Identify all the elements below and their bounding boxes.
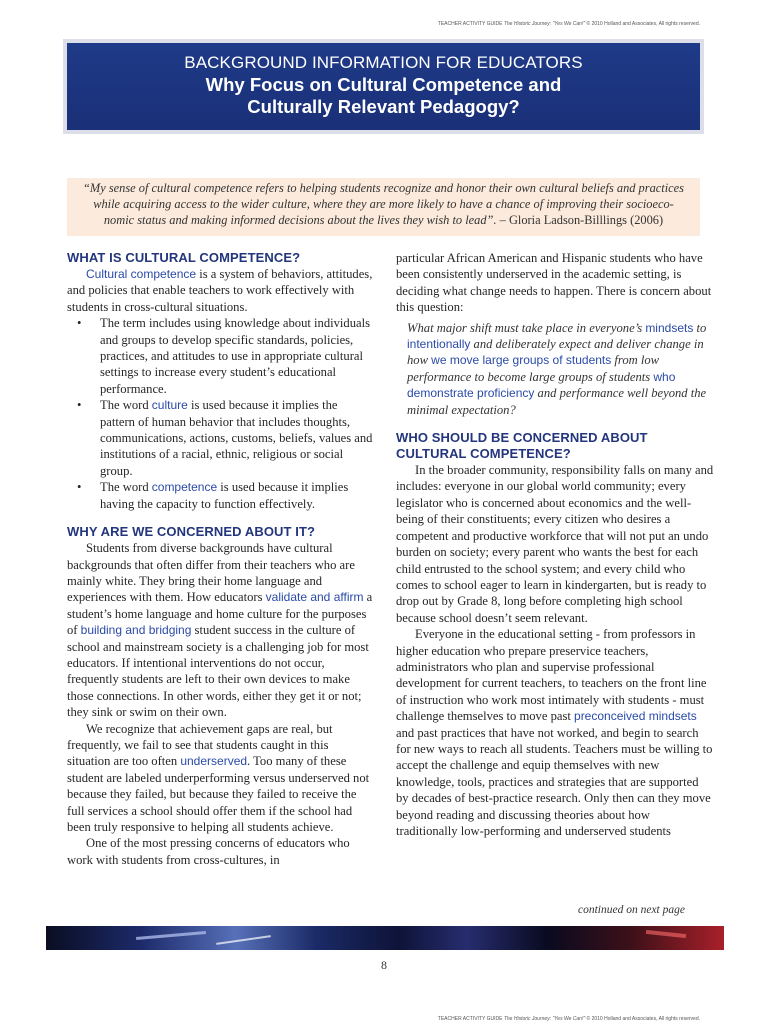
who-paragraph-2 (396, 626, 714, 839)
term-competence: competence (151, 480, 218, 495)
left-column (67, 250, 373, 868)
question-text-d: from low performance to become large groups of students (407, 353, 660, 384)
bullet-text-pre: The word (100, 398, 152, 413)
footer-streak (216, 935, 271, 945)
question-text-e: and performance well beyond the minimal expectation? (407, 386, 707, 417)
bullet-item (77, 479, 373, 512)
footer-credit-label: TEACHER ACTIVITY GUIDE (437, 1016, 503, 1022)
quote-line-1: “My sense of cultural competence refers to helping students recognize and honor their own cultural beliefs and practices (83, 181, 684, 195)
term-move-large-groups: we move large groups of students (431, 353, 612, 368)
term-cultural-competence: Cultural competence (86, 267, 197, 281)
page-title-line2: Culturally Relevant Pedagogy? (247, 96, 520, 117)
why-p1-text-c: student success in the culture of school and mainstream society is a challenging job for most educators. If intentional interventions do not occur, frequently students are left to their own devices to make those connections. In other words, either they get it or not; they sink or swim on their own. (67, 623, 369, 720)
quote-line-3-text: nomic status and making informed decisions about the lives they wish to lead”. (103, 213, 497, 227)
term-mindsets: mindsets (645, 320, 694, 335)
continued-note: continued on next page (578, 904, 685, 916)
title-banner (67, 43, 700, 130)
bullet-text-post: is used because it implies the pattern of human behavior that includes thoughts, communications, actions, customs, beliefs, values and institutions of a racial, ethnic, religious or social group. (100, 398, 373, 478)
who-paragraph-1: In the broader community, responsibility falls on many and includes: everyone in our global world community; every legislator who is concerned about economics and the well-being of their constituents; every citizen who desires a competent and productive workforce that will not put an undo burden on society; every parent who wants the best for each child entrusted to the school system; and every child who comes to school eager to learn in kindergarten, but is ready to drop out by Grade 8, long before completing high school because school doesn’t seem relevant. (396, 463, 714, 625)
question-text-c: and deliberately expect and deliver change in how (407, 337, 704, 368)
header-credit-work: The Historic Journey: "Yes We Can!" (503, 21, 586, 27)
question-text-a: What major shift must take place in everyone’s (407, 320, 646, 335)
definition-bullets (67, 315, 373, 512)
term-culture: culture (151, 398, 188, 413)
bullet-text-pre: The word (100, 480, 152, 495)
term-demonstrate-proficiency: who demonstrate proficiency (407, 369, 676, 401)
why-p1-text-b: a student’s home language and home culture for the purposes of (67, 590, 373, 638)
footer-credit-work: The Historic Journey: "Yes We Can!" (503, 1016, 586, 1022)
bullet-text: The term includes using knowledge about individuals and groups to develop specific standards, policies, practices, and attitudes to use in appropriate cultural settings to increase every student’s educational performance. (100, 316, 371, 396)
footer-credit (240, 1016, 700, 1022)
why-p2-text-b: . Too many of these student are labeled underperforming versus underserved not because they failed, but because they failed to receive the full services a school should offer them if the school had been truly responsive to helping all students achieve. (67, 754, 370, 834)
quote-attribution: – Gloria Ladson-Billlings (2006) (496, 213, 664, 227)
term-underserved: underserved (180, 754, 248, 769)
term-intentionally: intentionally (407, 337, 471, 352)
why-p1-text-a: Students from diverse backgrounds have cultural backgrounds that often differ from their teachers who are mainly white. They bring their home language and experiences with them. How educators (67, 541, 355, 605)
quote-line-2: while acquiring access to the wider culture, where they are more likely to have a chance of improving their socioeco- (93, 197, 674, 211)
why-paragraph-2 (67, 721, 373, 836)
right-column (396, 250, 714, 839)
footer-streak (646, 930, 686, 938)
why-p2-text-a: We recognize that achievement gaps are real, but frequently, we fail to see that students caught in this situation are too often (67, 721, 333, 769)
header-credit (240, 21, 700, 27)
quote-line-3 (67, 212, 700, 228)
bullet-dot-icon: • (77, 480, 82, 495)
banner-kicker: BACKGROUND INFORMATION FOR EDUCATORS (184, 53, 583, 72)
definition-text: is a system of behaviors, attitudes, and policies that enable teachers to work effectively with students in cross-cultural situations. (67, 267, 373, 314)
bullet-text-post: is used because it implies having the capacity to function effectively. (100, 480, 349, 511)
section-heading-what-is: WHAT IS CULTURAL COMPETENCE? (67, 250, 301, 265)
section-heading-why-concerned: WHY ARE WE CONCERNED ABOUT IT? (67, 524, 316, 540)
header-credit-copyright: © 2010 Holland and Associates, All rights reserved. (586, 21, 700, 27)
footer-decorative-bar (46, 926, 724, 950)
bullet-dot-icon: • (77, 316, 82, 331)
header-credit-label: TEACHER ACTIVITY GUIDE (437, 21, 503, 27)
bullet-dot-icon: • (77, 398, 82, 413)
question-text-b: to (693, 320, 707, 335)
term-validate-and-affirm: validate and affirm (265, 590, 364, 605)
term-preconceived-mindsets: preconceived mindsets (574, 709, 697, 724)
key-question (396, 320, 714, 418)
section-heading-who-should: WHO SHOULD BE CONCERNED ABOUT CULTURAL COMPETENCE? (396, 430, 648, 462)
why-paragraph-3: One of the most pressing concerns of educators who work with students from cross-cultures, in (67, 836, 350, 867)
footer-credit-copyright: © 2010 Holland and Associates, All rights reserved. (586, 1016, 700, 1022)
epigraph-quote (67, 178, 700, 236)
who-p2-text-b: and past practices that have not worked, and begin to search for new ways to reach all students. Teachers must be willing to accept the challenge and equip themselves with new knowledge, tools, practices and strategies that are supported by decades of best-practice research. Only then can they move beyond reading and discussing theories about how traditionally low-performing and underserved students (396, 725, 713, 838)
why-paragraph-1 (67, 540, 373, 720)
who-p2-text-a: Everyone in the educational setting - from professors in higher education who prepare preservice teachers, administrators who plan and supervise professional development for current teachers, to teachers on the front line of instruction who work most intimately with students - must challenge themselves to move past (396, 627, 707, 724)
definition-paragraph (67, 266, 373, 315)
page-number: 8 (381, 958, 387, 972)
footer-streak (136, 931, 206, 940)
why-paragraph-3-continued: particular African American and Hispanic students who have been consistently underserved in the academic setting, is deciding what change needs to happen. There is concern about this question: (396, 251, 712, 315)
page-title-line1: Why Focus on Cultural Competence and (205, 74, 562, 95)
bullet-item (77, 397, 373, 479)
term-building-and-bridging: building and bridging (80, 623, 192, 638)
bullet-item (77, 315, 373, 397)
